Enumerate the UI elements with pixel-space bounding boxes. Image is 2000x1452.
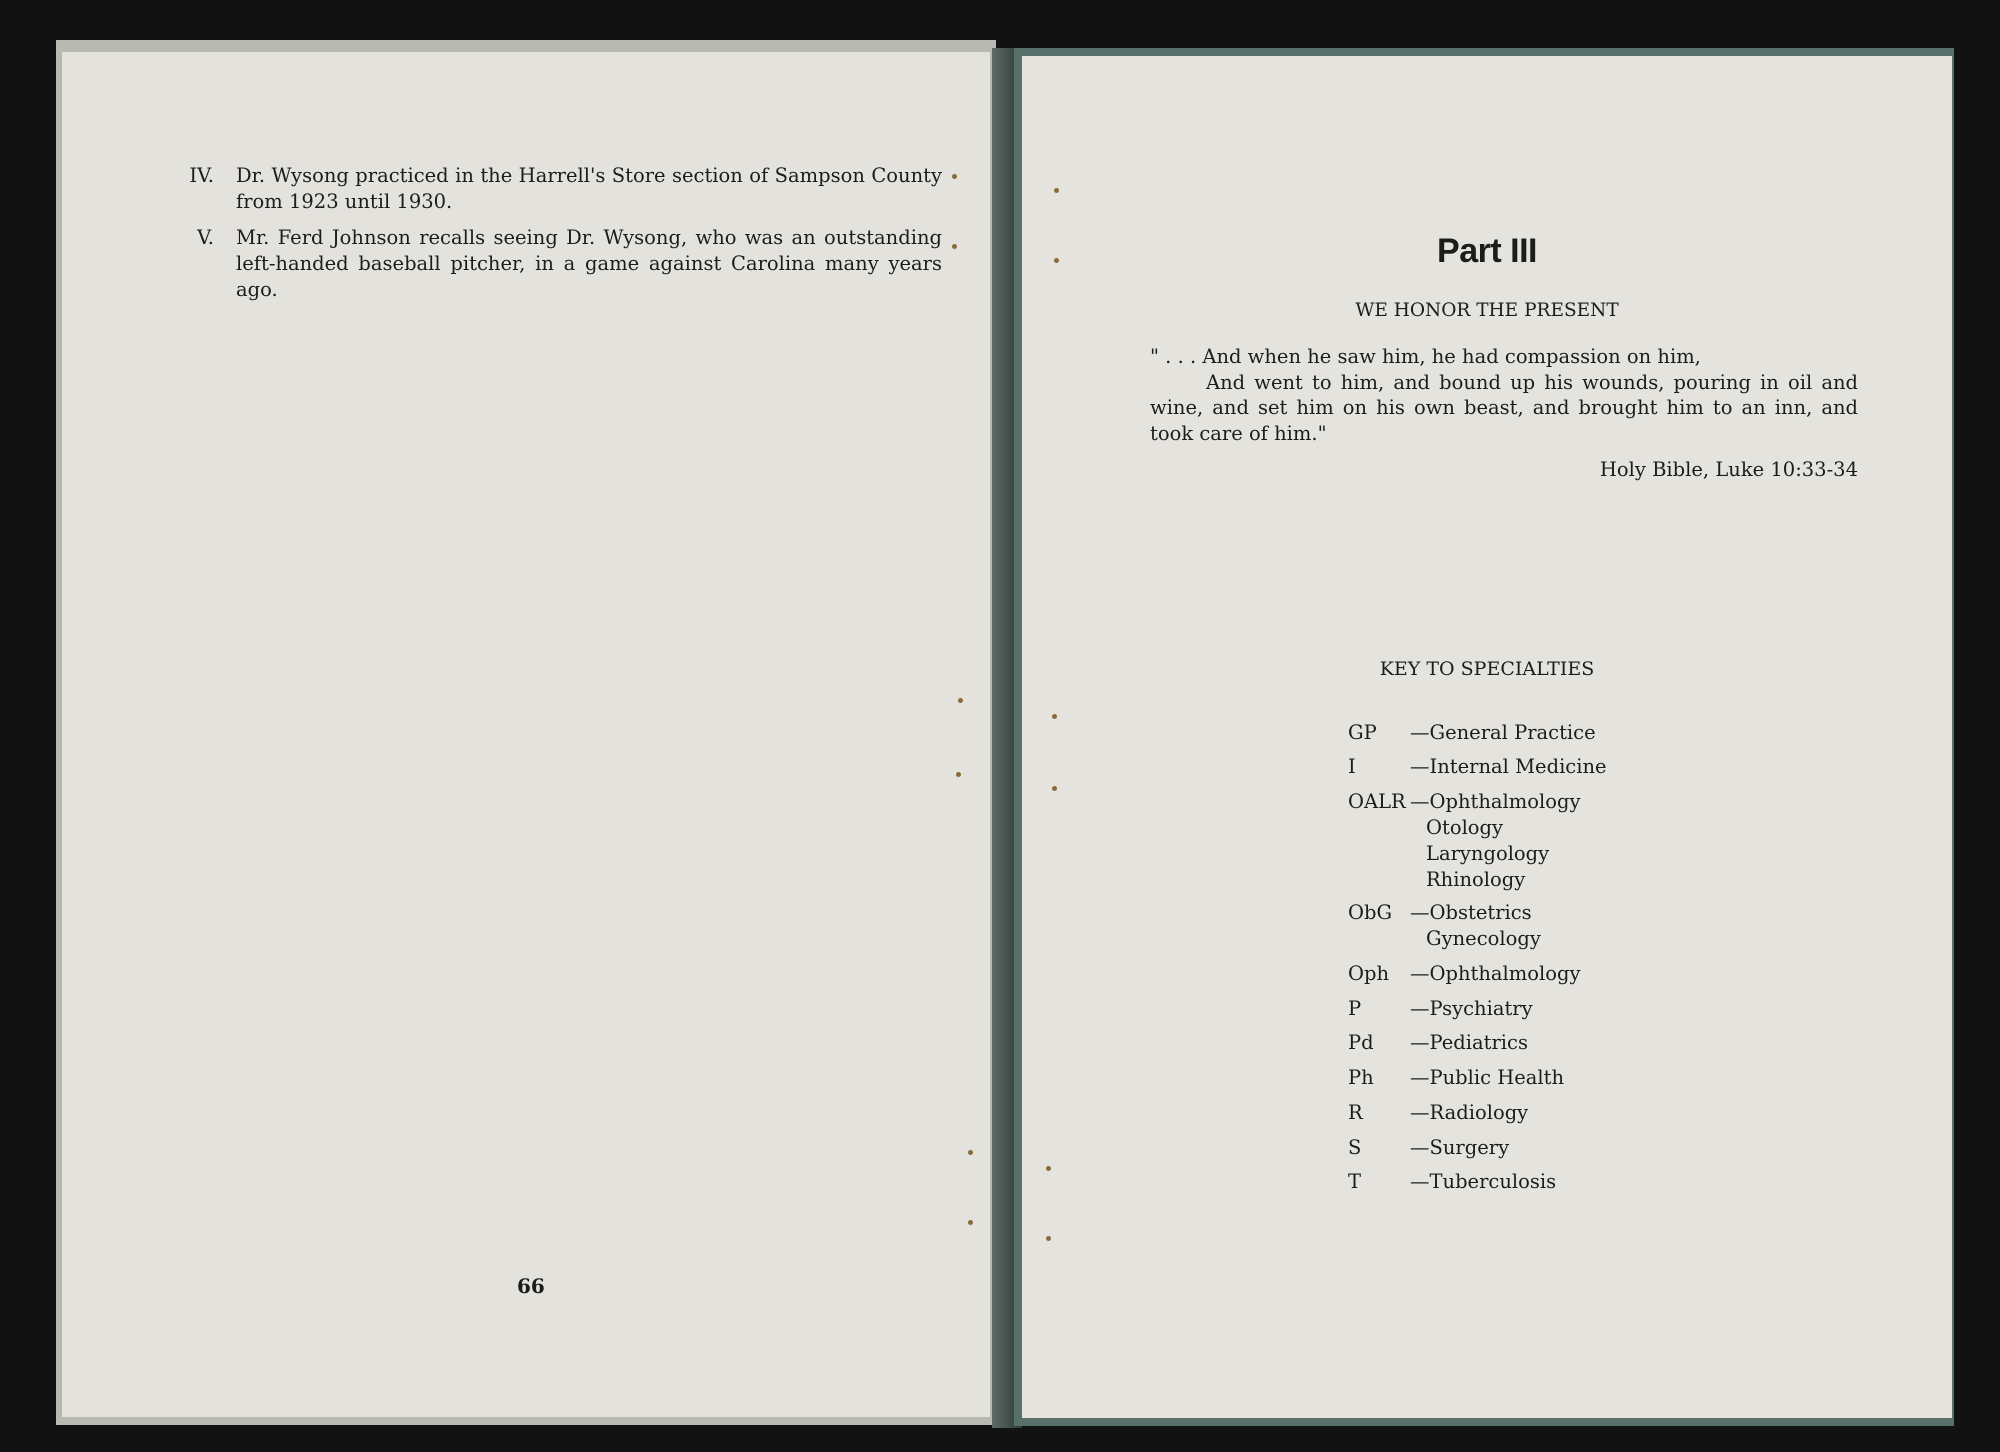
binding-hole [1054, 258, 1059, 263]
epigraph-quote [1150, 344, 1858, 446]
binding-hole [968, 1220, 973, 1225]
specialty-def: —Ophthalmology [1410, 962, 1581, 985]
binding-hole [958, 698, 963, 703]
specialty-abbr: P [1348, 997, 1362, 1020]
binding-hole [1054, 188, 1059, 193]
specialty-def-extra: Rhinology [1426, 868, 1526, 891]
entry-numeral: IV. [189, 164, 214, 187]
specialty-abbr: GP [1348, 721, 1377, 744]
binding-hole [952, 244, 957, 249]
specialty-def: —Public Health [1410, 1066, 1565, 1089]
specialty-abbr: Oph [1348, 962, 1390, 985]
quote-citation: Holy Bible, Luke 10:33-34 [1599, 458, 1858, 481]
left-page [62, 52, 990, 1417]
specialty-def: —Radiology [1410, 1101, 1529, 1124]
entry-iv [162, 163, 942, 215]
binding-hole [1046, 1236, 1051, 1241]
binding-hole [952, 174, 957, 179]
binding-hole [1052, 714, 1057, 719]
specialty-def: —Ophthalmology [1410, 790, 1581, 813]
entry-numeral: V. [197, 226, 214, 249]
binding-hole [1052, 786, 1057, 791]
specialty-def: —Surgery [1410, 1136, 1510, 1159]
specialty-abbr: S [1348, 1136, 1362, 1159]
specialty-abbr: OALR [1348, 790, 1406, 813]
binding-hole [1046, 1166, 1051, 1171]
part-title: Part III [1437, 232, 1537, 270]
right-page [1022, 56, 1952, 1418]
page-number: 66 [517, 1274, 545, 1298]
specialty-abbr: R [1348, 1101, 1363, 1124]
specialty-def: —Psychiatry [1410, 997, 1533, 1020]
specialty-abbr: Pd [1348, 1031, 1374, 1054]
specialty-abbr: I [1348, 755, 1356, 778]
specialty-def: —Internal Medicine [1410, 755, 1607, 778]
part-subtitle: WE HONOR THE PRESENT [1355, 300, 1619, 321]
quote-line: And went to him, and bound up his wounds, pouring in oil and wine, and set him on his own beast, and brought him to an inn, and took care of him." [1150, 370, 1858, 445]
specialty-abbr: ObG [1348, 901, 1393, 924]
quote-line: " . . . And when he saw him, he had compassion on him, [1150, 345, 1701, 368]
entry-text: Mr. Ferd Johnson recalls seeing Dr. Wysong, who was an outstanding left-handed baseball pitcher, in a game against Carolina many years ago. [236, 226, 942, 301]
specialty-def: —Pediatrics [1410, 1031, 1528, 1054]
entry-text: Dr. Wysong practiced in the Harrell's Store section of Sampson County from 1923 until 1930. [236, 164, 942, 213]
specialty-def: —Obstetrics [1410, 901, 1532, 924]
specialty-def-extra: Otology [1426, 816, 1504, 839]
entry-v [162, 225, 942, 303]
specialty-abbr: Ph [1348, 1066, 1374, 1089]
specialty-def-extra: Gynecology [1426, 927, 1541, 950]
binding-hole [956, 772, 961, 777]
specialty-abbr: T [1348, 1170, 1362, 1193]
specialty-def: —Tuberculosis [1410, 1170, 1557, 1193]
key-title: KEY TO SPECIALTIES [1379, 658, 1595, 680]
binding-hole [968, 1150, 973, 1155]
specialty-def: —General Practice [1410, 721, 1596, 744]
specialty-def-extra: Laryngology [1426, 842, 1550, 865]
